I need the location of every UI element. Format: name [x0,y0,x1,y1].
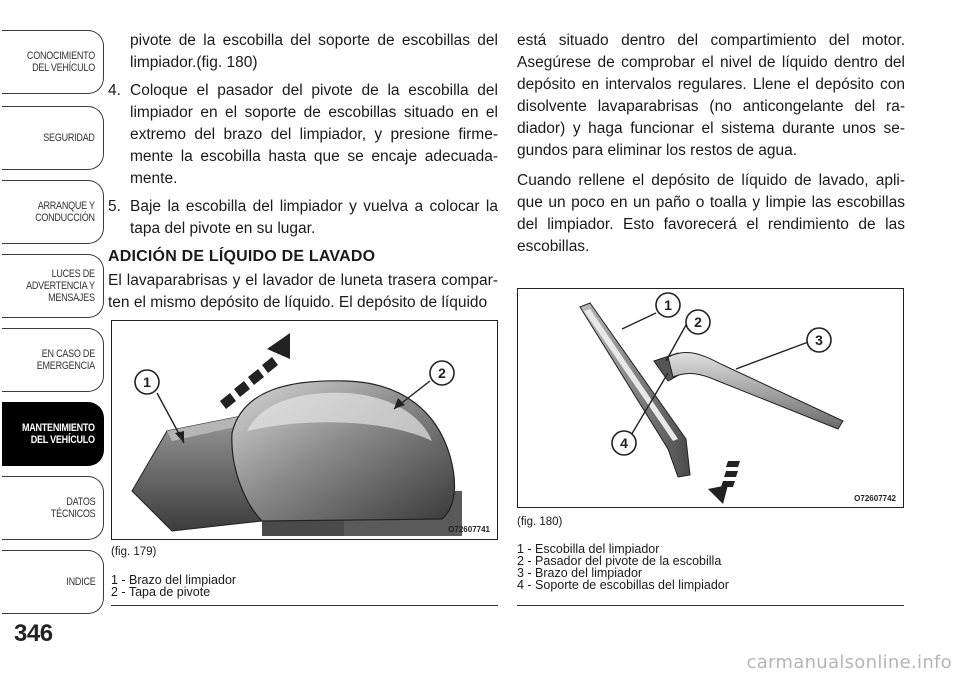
page-number: 346 [14,620,53,647]
caption-line: 3 - Brazo del limpiador [517,566,643,580]
right-text-column [517,30,905,266]
tab-indice[interactable]: INDICE [2,550,104,614]
caption-line: 4 - Soporte de escobillas del limpiador [517,578,729,592]
callout-4: 4 [620,435,628,451]
tab-mantenimiento[interactable]: MANTENIMIENTO DEL VEHÍCULO [2,402,104,466]
right-paragraph-1: está situado dentro del compartimiento del motor. Asegúrese de comprobar el nivel de líquido dentro del depósito en intervalos regulares. Llene el depósito con disolvente lavaparabrisas (no anticongelante del ra-diador) y haga funcionar el sistema durante unos se-gundos para eliminar los restos de agua. [517,32,905,159]
step-5 [108,196,498,240]
left-text-column [108,30,498,322]
callout-2: 2 [438,365,446,381]
callout-1: 1 [664,297,672,313]
right-paragraph-2: Cuando rellene el depósito de líquido de lavado, apli-que un poco en un paño o toalla y limpie las escobillas del limpiador. Esto favorecerá el rendimiento de las escobillas. [517,172,905,255]
section-paragraph: El lavaparabrisas y el lavador de luneta trasera compar-ten el mismo depósito de líquido. El depósito de líquido [108,272,498,311]
figure-code: O72607741 [448,525,490,534]
tab-arranque[interactable]: ARRANQUE Y CONDUCCIÓN [2,180,104,244]
callout-2: 2 [694,314,702,330]
step-5-text: Baje la escobilla del limpiador y vuelva a colocar la tapa del pivote en su lugar. [130,198,498,237]
figure-179-captions [111,574,236,598]
caption-divider [517,605,904,606]
section-heading: ADICIÓN DE LÍQUIDO DE LAVADO [108,248,376,265]
caption-divider [111,605,498,606]
step-5-number: 5. [108,198,121,215]
callout-1: 1 [143,374,151,390]
chapter-sidebar [0,0,112,678]
figure-code: O72607742 [854,494,896,503]
figure-179-label: (fig. 179) [111,546,157,558]
pivot-cover-illustration [112,321,497,539]
figure-180-label: (fig. 180) [517,516,563,528]
wiper-blade-illustration [518,289,903,507]
motion-arrow-icon [708,461,740,504]
step-4 [108,80,498,190]
figure-180 [517,288,904,508]
step-4-number: 4. [108,82,121,99]
tab-seguridad[interactable]: SEGURIDAD [2,106,104,170]
figure-180-captions [517,543,729,591]
callout-3: 3 [815,332,823,348]
step-intro: pivote de la escobilla del soporte de escobillas del limpiador.(fig. 180) [130,32,498,71]
watermark: carmanualsonline.info [746,652,952,673]
caption-line: 1 - Brazo del limpiador [111,573,237,587]
caption-line: 1 - Escobilla del limpiador [517,542,660,556]
tab-luces[interactable]: LUCES DE ADVERTENCIA Y MENSAJES [2,254,104,318]
tab-datos[interactable]: DATOS TÉCNICOS [2,476,104,540]
step-4-text: Coloque el pasador del pivote de la escobilla del limpiador en el soporte de escobillas situado en el extremo del brazo del limpiador, y presione firme-mente la escobilla hasta que se encaje adecuada-mente. [130,82,498,187]
figure-179 [111,320,498,540]
caption-line: 2 - Tapa de pivote [111,585,211,599]
tab-conocimiento[interactable]: CONOCIMIENTO DEL VEHÍCULO [2,30,104,94]
caption-line: 2 - Pasador del pivote de la escobilla [517,554,722,568]
tab-emergencia[interactable]: EN CASO DE EMERGENCIA [2,328,104,392]
